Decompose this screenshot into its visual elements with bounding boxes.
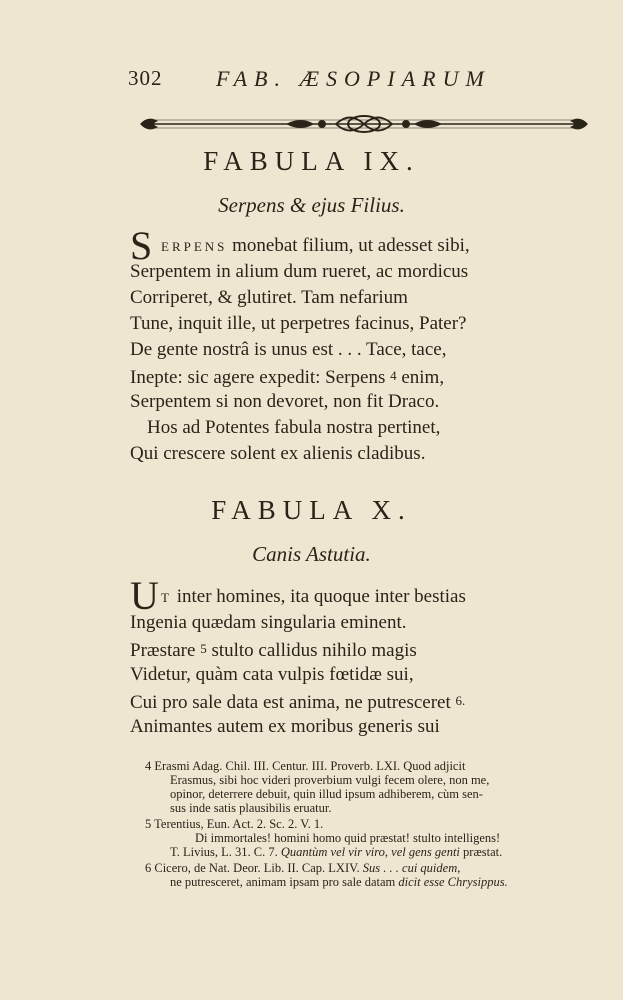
fabula-x-subtitle: Canis Astutia.: [252, 542, 371, 566]
fabula-ix-line-7: Serpentem si non devoret, non fit Draco.: [130, 391, 440, 412]
footnote-text: Terentius, Eun. Act. 2. Sc. 2. V. 1.: [154, 817, 324, 831]
footnote-ref-5[interactable]: 5: [200, 641, 207, 656]
footnote-text: Cicero, de Nat. Deor. Lib. II. Cap. LXIV.: [154, 861, 360, 875]
footnote-text: T. Livius, L. 31. C. 7.: [170, 845, 278, 859]
footnote-4-line-1: [145, 759, 465, 773]
ornament-divider-icon: [136, 111, 592, 137]
footnote-italic-text: Sus . . . cui quidem,: [362, 861, 461, 875]
fabula-x-line-5: [130, 688, 465, 716]
first-word-small-caps: T: [161, 590, 172, 605]
footnote-text: Erasmi Adag. Chil. III. Centur. III. Proverb. LXI. Quod adjicit: [154, 759, 466, 773]
page-number: 302: [128, 66, 163, 90]
footnote-text: ne putresceret, animam ipsam pro sale datam: [170, 875, 396, 889]
fabula-ix-line-8: Hos ad Potentes fabula nostra pertinet,: [147, 417, 441, 438]
line-text: inter homines, ita quoque inter bestias: [176, 586, 466, 607]
line-text: stulto callidus nihilo magis: [211, 640, 417, 661]
fabula-x-title: FABULA X.: [211, 495, 412, 525]
footnote-italic-text: Quantùm vel vir viro, vel gens genti: [280, 845, 460, 859]
footnote-4-line-4: sus inde satis plausibilis eruatur.: [170, 801, 332, 815]
fabula-ix-line-9: Qui crescere solent ex alienis cladibus.: [130, 443, 426, 464]
line-text: Cui pro sale data est anima, ne putresceret: [130, 692, 451, 713]
fabula-ix-line-2: Serpentem in alium dum rueret, ac mordicus: [130, 261, 469, 282]
footnote-5-line-2: Di immortales! homini homo quid præstat! stulto intelligens!: [195, 831, 501, 845]
fabula-ix-line-5: De gente nostrâ is unus est . . . Tace, tace,: [130, 339, 447, 360]
first-word-small-caps: ERPENS: [161, 239, 228, 254]
fabula-x-line-2: Ingenia quædam singularia eminent.: [130, 612, 407, 633]
fabula-ix-subtitle: Serpens & ejus Filius.: [218, 193, 405, 217]
running-title: FAB. ÆSOPIARUM: [216, 66, 491, 91]
footnote-6-line-1: [145, 861, 460, 875]
fabula-x-line-3: [130, 636, 417, 664]
line-text: monebat filium, ut adesset sibi,: [232, 235, 470, 256]
fabula-ix-line-3: Corriperet, & glutiret. Tam nefarium: [130, 287, 408, 308]
fabula-x-line-4: Videtur, quàm cata vulpis fœtidæ sui,: [130, 664, 414, 685]
footnote-mark: 5: [145, 817, 152, 831]
fabula-ix-title: FABULA IX.: [203, 146, 420, 176]
footnote-ref-4[interactable]: 4: [390, 368, 397, 383]
footnote-6-line-2: [170, 875, 508, 889]
footnote-text: præstat.: [463, 845, 503, 859]
fabula-ix-line-4: Tune, inquit ille, ut perpetres facinus, Pater?: [130, 313, 467, 334]
fabula-x-line-1: [161, 584, 466, 611]
fabula-x-line-6: Animantes autem ex moribus generis sui: [130, 716, 440, 737]
fabula-ix-line-1: [161, 233, 470, 260]
footnote-mark: 4: [145, 759, 152, 773]
footnote-ref-6[interactable]: 6.: [455, 693, 466, 708]
line-text: Præstare: [130, 640, 196, 661]
line-text: enim,: [401, 367, 445, 388]
fabula-x-dropcap: U: [130, 573, 159, 618]
footnote-5-line-1: [145, 817, 323, 831]
page-header: [128, 66, 568, 96]
fabula-ix-dropcap: S: [130, 223, 153, 268]
footnote-4-line-2: Erasmus, sibi hoc videri proverbium vulgi fecem olere, non me,: [170, 773, 490, 787]
line-text: Inepte: sic agere expedit: Serpens: [130, 367, 386, 388]
footnote-5-line-3: [170, 845, 502, 859]
footnote-4-line-3: opinor, deterrere debuit, quin illud ipsum adhiberem, cùm sen-: [170, 787, 483, 801]
fabula-ix-line-6: [130, 363, 444, 391]
footnote-italic-text: dicit esse Chrysippus.: [398, 875, 508, 889]
footnote-mark: 6: [145, 861, 152, 875]
